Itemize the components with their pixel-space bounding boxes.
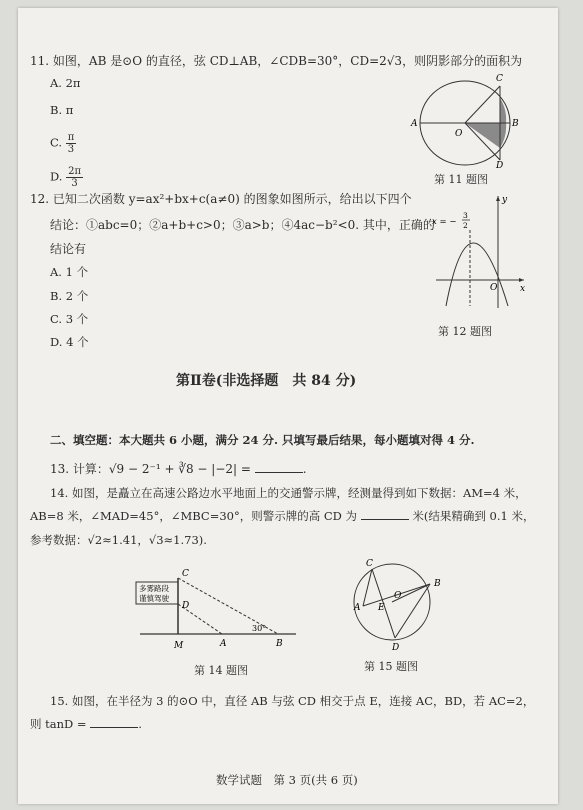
section-title: 第Ⅱ卷(非选择题 共 84 分) — [176, 373, 357, 389]
q15-answer-blank — [90, 717, 138, 728]
q13-text: 13. 计算：√9 − 2⁻¹ + ∛8 − |−2| = . — [50, 462, 307, 476]
q15-figure — [334, 554, 444, 652]
q11-option-c: C. $\frac{\pi}{3}$ — [50, 132, 75, 155]
q14-line-3: 参考数据：√2≈1.41，√3≈1.73). — [30, 533, 207, 547]
q12-option-b: B. 2 个 — [50, 289, 89, 303]
fill-in-header: 二、填空题：本大题共 6 小题，满分 24 分. 只填写最后结果，每小题填对得 4 分. — [50, 433, 475, 447]
q14-label-b: B — [276, 639, 283, 649]
q13-answer-blank — [255, 462, 303, 473]
q11-stem: 11. 如图，AB 是⊙O 的直径，弦 CD⊥AB，∠CDB=30°，CD=2√3，则阴影部分的面积为 — [30, 54, 523, 68]
q14-label-m: M — [174, 641, 184, 651]
q11-label-d: D — [496, 161, 504, 168]
q11-label-a: A — [411, 119, 418, 129]
q15-label-d: D — [392, 643, 400, 652]
q12-label-y: y — [502, 195, 508, 205]
q12-stem: 12. 已知二次函数 y=ax²+bx+c(a≠0) 的图象如图所示，给出以下四个 — [30, 192, 412, 206]
q12-axis-label: x = − — [432, 217, 457, 227]
q12-label-o: O — [490, 283, 498, 293]
q14-label-d: D — [182, 601, 190, 611]
q12-option-d: D. 4 个 — [50, 335, 89, 349]
q14-line-2: AB=8 米，∠MAD=45°，∠MBC=30°，则警示牌的高 CD 为 米(结果精确到 0.1 米， — [30, 509, 535, 523]
q14-label-a: A — [220, 639, 227, 649]
q15-label-e: E — [378, 603, 385, 613]
q14-sign-line2: 谨慎驾驶 — [139, 594, 169, 603]
q11-label-o: O — [455, 129, 463, 139]
q11-label-b: B — [512, 119, 519, 129]
q12-stem-3: 结论有 — [50, 242, 87, 256]
q12-axis-num: 3 — [463, 211, 468, 220]
q15-line-1: 15. 如图，在半径为 3 的⊙O 中，直径 AB 与弦 CD 相交于点 E，连接 AC，BD，若 AC=2， — [50, 694, 535, 708]
q15-label-a: A — [354, 603, 361, 613]
q12-axis-den: 2 — [463, 221, 468, 230]
q14-angle: 30° — [252, 624, 267, 633]
q11-label-c: C — [496, 74, 503, 84]
exam-page — [18, 8, 558, 804]
q14-figure — [126, 564, 306, 654]
q12-figure — [428, 190, 530, 312]
q12-label-x: x — [520, 284, 526, 294]
q15-label-c: C — [366, 559, 373, 569]
page-footer: 数学试题 第 3 页(共 6 页) — [216, 773, 358, 787]
q14-answer-blank — [361, 509, 409, 520]
q15-label-b: B — [434, 579, 441, 589]
q14-label-c: C — [182, 569, 189, 579]
q15-line-2: 则 tanD = . — [30, 717, 142, 731]
q12-caption: 第 12 题图 — [438, 325, 492, 338]
q11-option-d: D. $\frac{2\pi}{3}$ — [50, 166, 82, 189]
q11-caption: 第 11 题图 — [434, 173, 488, 186]
q14-sign-line1: 多雾路段 — [139, 584, 169, 593]
q15-label-o: O — [394, 591, 402, 601]
q12-option-a: A. 1 个 — [50, 265, 89, 279]
q14-line-1: 14. 如图，是矗立在高速公路边水平地面上的交通警示牌，经测量得到如下数据：AM=4 米， — [50, 486, 527, 500]
q15-caption: 第 15 题图 — [364, 660, 418, 673]
q11-figure — [410, 68, 520, 168]
q14-caption: 第 14 题图 — [194, 664, 248, 677]
q11-option-b: B. π — [50, 103, 74, 117]
q12-option-c: C. 3 个 — [50, 312, 89, 326]
q12-stem-2: 结论：①abc=0；②a+b+c>0；③a>b；④4ac−b²<0. 其中，正确的 — [50, 218, 435, 232]
q11-option-a: A. 2π — [50, 76, 81, 90]
